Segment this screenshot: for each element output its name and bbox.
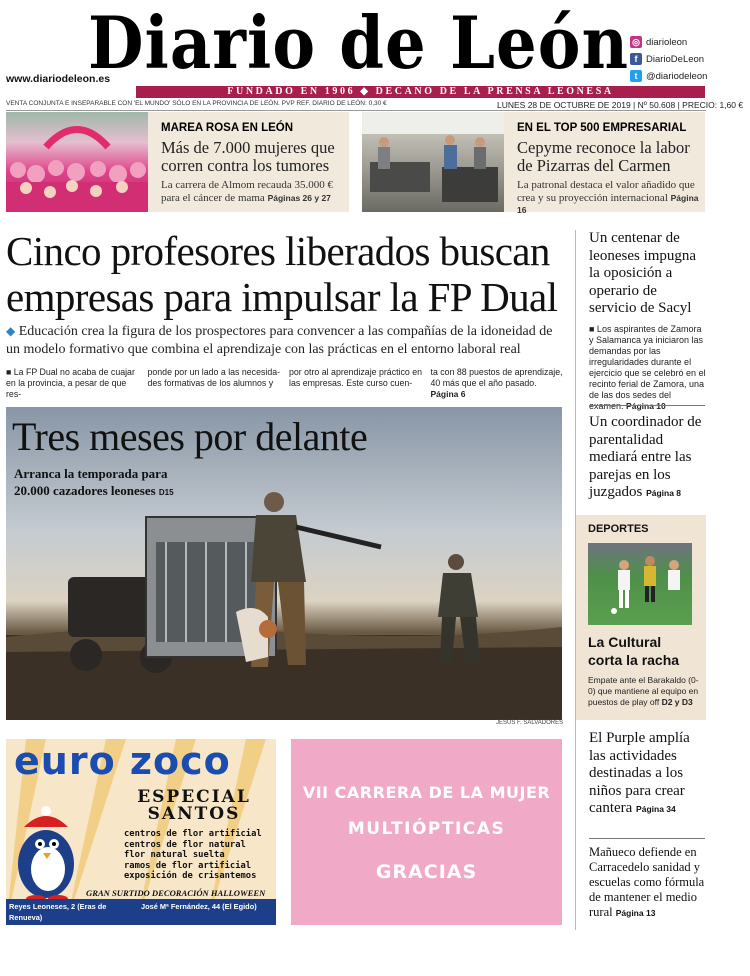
photo-credit: JESÚS F. SALVADORES	[496, 720, 564, 726]
page-ref: Página 6	[430, 389, 466, 399]
sports-headline: La Cultural corta la racha	[588, 634, 680, 668]
teaser-marea-rosa[interactable]	[6, 112, 349, 212]
date-line: LUNES 28 DE OCTUBRE DE 2019 | Nº 50.608 | PRECIO: 1,60 €	[497, 100, 744, 110]
section-label: DEPORTES	[588, 523, 649, 535]
ad-addresses: Reyes Leoneses, 2 (Eras de Renueva) José Mª Fernández, 44 (El Egido) Río Valdellorma, 1 (Pinilla) Jaime Balmes, 5 (Palomera)	[6, 899, 276, 925]
header-divider	[6, 110, 706, 111]
lead-column: ponde por un lado a las necesida-des formativas de los alumnos y	[147, 367, 281, 388]
teaser-headline: Más de 7.000 mujeres que corren contra los tumores	[161, 138, 335, 175]
page-ref: Página 13	[615, 908, 656, 918]
sidebar-story-purple[interactable]	[589, 730, 707, 819]
sidebar-headline: El Purple amplía las actividades destinadas a los niños para crear cantera	[589, 730, 690, 816]
teaser-kicker: EN EL TOP 500 EMPRESARIAL	[517, 122, 687, 134]
page-ref: Páginas 26 y 27	[267, 192, 331, 203]
facebook-icon: f	[630, 53, 642, 65]
sidebar-headline: Un coordinador de parentalidad mediará entre las parejas en los juzgados	[589, 414, 702, 500]
lead-column: por otro al aprendizaje práctico en las empresas. Este curso cuen-	[289, 367, 423, 388]
social-facebook[interactable]	[630, 53, 704, 65]
teaser-photo-workers	[362, 112, 504, 212]
photo-headline[interactable]: Tres meses por delante	[12, 414, 368, 459]
ad-line-1: VII CARRERA DE LA MUJER	[302, 783, 551, 802]
lead-column: ta con 88 puestos de aprendizaje, 40 más que el año pasado. Página 6	[430, 367, 563, 399]
sidebar-story-manueco[interactable]	[589, 845, 707, 921]
sidebar-story-parentalidad[interactable]	[589, 414, 707, 503]
ad-brand: euro zoco	[14, 739, 231, 783]
lead-subhead: ◆ Educación crea la figura de los prospectores para convencer a las compañías de la idoneidad de un modelo formativo que combina el aprendizaje con las prácticas en el entorno laboral real	[6, 324, 553, 357]
ad-line-2: MULTIÓPTICAS	[347, 819, 506, 839]
masthead-title: Diario de León	[88, 2, 629, 86]
sports-body: Empate ante el Barakaldo (0-0) que mantiene al equipo en puestos de play off D2 y D3	[588, 675, 699, 707]
lead-column: ■ La FP Dual no acaba de cuajar en la provincia, a pesar de que res-	[6, 367, 135, 399]
lead-headline[interactable]: Cinco profesores liberados buscan empresas para impulsar la FP Dual	[6, 228, 558, 320]
diamond-bullet-icon: ◆	[6, 324, 16, 338]
ad-tagline: GRAN SURTIDO DECORACIÓN HALLOWEEN	[86, 888, 266, 898]
page-ref: Página 16	[517, 192, 699, 215]
social-handle: diarioleon	[646, 36, 688, 48]
teaser-kicker: MAREA ROSA EN LEÓN	[161, 122, 294, 134]
ad-euro-zoco[interactable]	[6, 739, 276, 933]
ad-title: ESPECIAL SANTOS	[137, 787, 251, 824]
twitter-icon: t	[630, 70, 642, 82]
lead-body	[6, 367, 564, 400]
page-ref: D2 y D3	[661, 697, 693, 707]
site-url[interactable]: www.diariodeleon.es	[6, 73, 111, 85]
ad-items: centros de flor artificial centros de flor natural flor natural suelta ramos de flor artificial exposición de crisantemos	[124, 829, 262, 881]
sidebar-body: ■ Los aspirantes de Zamora y Salamanca ya iniciaron las demandas por las irregularidades durante el ejercicio que se celebró en el recinto ferial de Zamora, una de las dos sedes del	[589, 324, 707, 412]
founded-bar: FUNDADO EN 1906 ◆ DECANO DE LA PRENSA LEONESA	[136, 86, 705, 98]
ad-carrera-mujer[interactable]	[291, 739, 562, 925]
sidebar-divider	[589, 405, 705, 406]
social-twitter[interactable]	[630, 70, 707, 82]
social-instagram[interactable]	[630, 36, 687, 48]
sidebar-divider	[589, 838, 705, 839]
social-handle: @diariodeleon	[646, 70, 708, 82]
sidebar-headline: Mañueco defiende en Carracedelo sanidad y escuelas como fórmula de mantener el medio rural	[589, 845, 705, 919]
teaser-headline: Cepyme reconoce la labor de Pizarras del Carmen	[517, 138, 690, 175]
sports-box[interactable]	[576, 515, 706, 720]
ad-line-3: GRACIAS	[375, 861, 478, 883]
page-ref: Página 8	[646, 488, 682, 498]
sidebar-headline: Un centenar de leoneses impugna la oposición a operario de servicio de Sacyl	[589, 230, 697, 316]
teaser-sub: La patronal destaca el valor añadido que crea y su proyección internacional Página 16	[517, 179, 699, 215]
teaser-photo-runners	[6, 112, 148, 212]
photo-subhead: Arranca la temporada para 20.000 cazadores leoneses D15	[14, 466, 174, 498]
legal-notice: VENTA CONJUNTA E INSEPARABLE CON 'EL MUNDO' SÓLO EN LA PROVINCIA DE LEÓN. PVP REF. DIARIO DE LEÓN: 0,30 €	[6, 100, 387, 107]
teaser-cepyme[interactable]	[362, 112, 705, 215]
sidebar-story-sacyl[interactable]	[589, 230, 707, 412]
instagram-icon: ◎	[630, 36, 642, 48]
page-ref: D15	[158, 488, 174, 497]
social-handle: DiarioDeLeon	[646, 53, 705, 65]
page-ref: Página 34	[636, 804, 676, 814]
teaser-sub: La carrera de Almom recauda 35.000 € para el cáncer de mama Páginas 26 y 27	[161, 179, 333, 204]
football-photo	[588, 543, 692, 625]
